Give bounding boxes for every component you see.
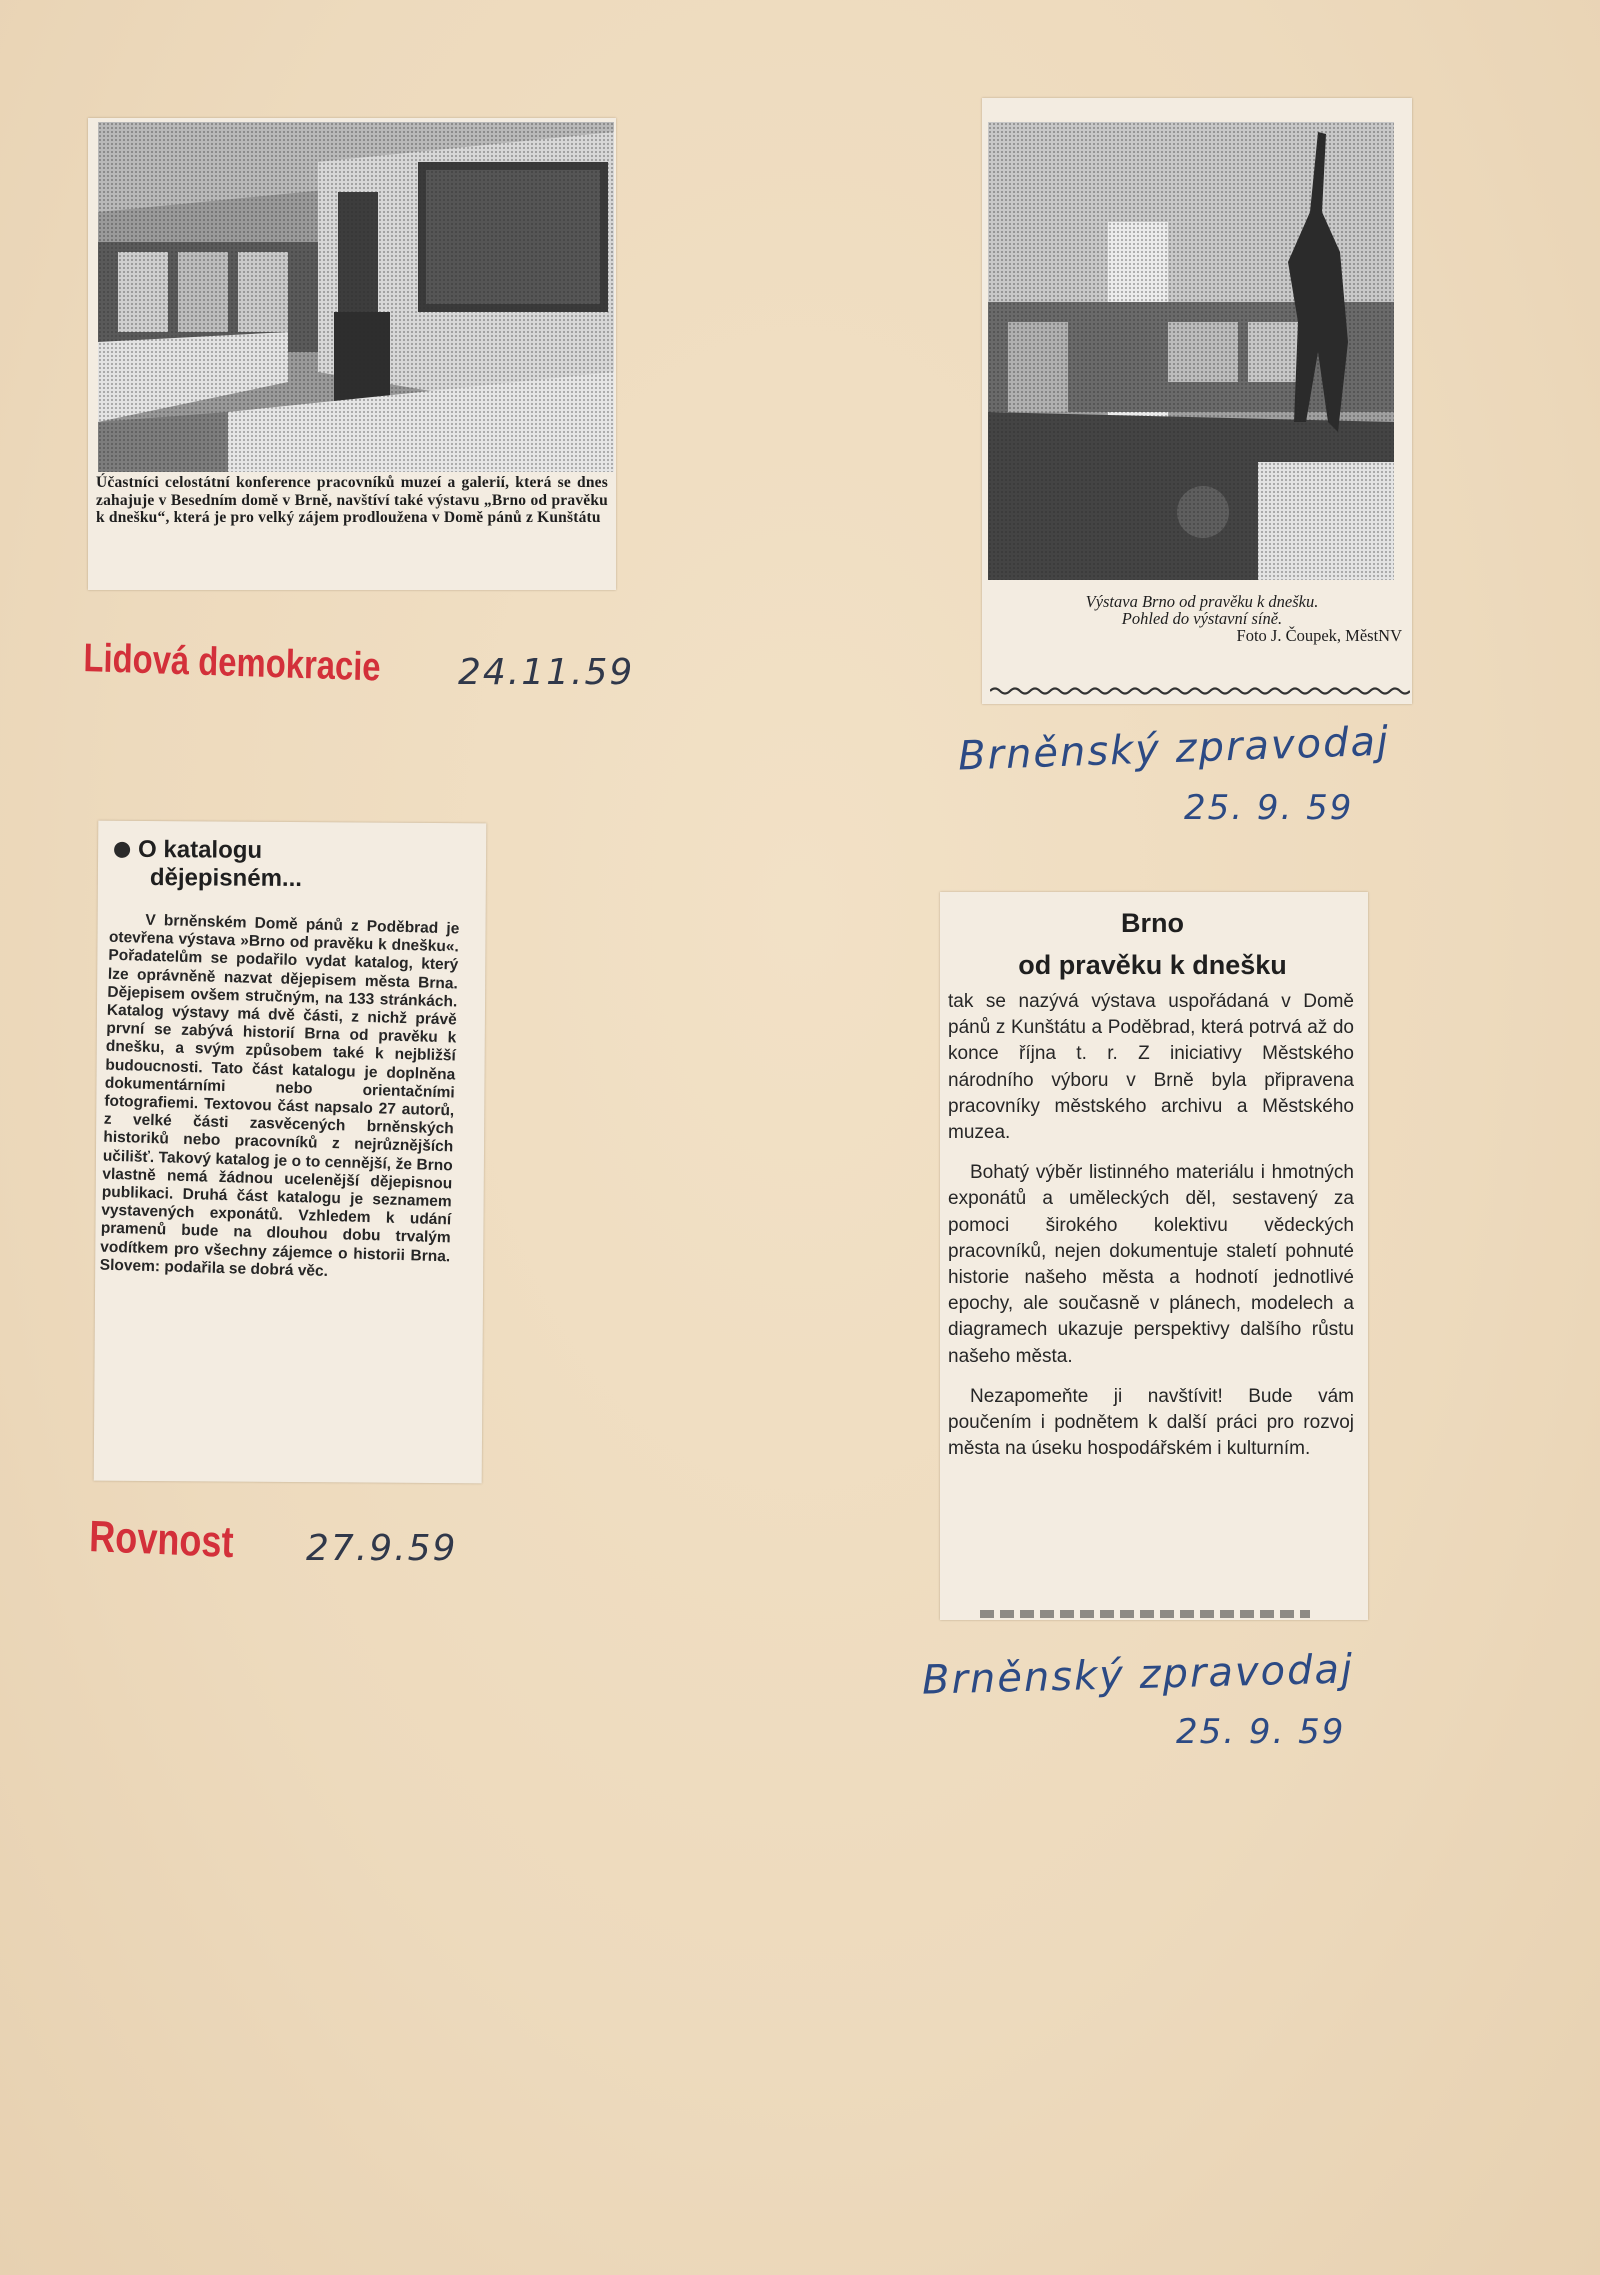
article-title [114,836,474,895]
article-body [948,989,1354,1476]
article-body: V brněnském Domě pánů z Poděbrad je otevřena výstava »Brno od pravěku k dnešku«. Pořadatelům se podařilo vydat katalog, který lze oprávněně nazvat dějepisem města Brna. Dějepisem ovšem stručným, na 133 stránkách. Katalog výstavy má dvě části, z nichž právě první se zabývá historií Brna od pravěku k dnešku, a svým způsobem také k nejbližší budoucnosti. Tato část katalogu je doplněna dokumentárními nebo orientačními fotografiemi. Textovou část napsalo 27 autorů, z velké části zasvěcených brněnských historiků nebo pracovníků z nejrůznějších učilišť. Takový katalog je o to cennější, že Brno vlastně nemá žádnou ucelenější dějepisnou publikaci. Druhá část katalogu je seznamem vystavených exponátů. Vzhledem k udání pramenů bude na dlouhou dobu trvalým vodítkem pro všechny zájemce o historii Brna. Slovem: podařila se dobrá věc. [99,911,460,1280]
handwritten-date: 25. 9. 59 [1176,1712,1346,1752]
article-title [940,902,1365,986]
handwritten-date: 27.9.59 [306,1528,458,1569]
handwritten-date: 24.11.59 [458,652,635,693]
handwritten-source-note: Brněnský zpravodaj [957,718,1391,780]
handwritten-source-note: Brněnský zpravodaj [921,1646,1355,1704]
article-paragraph: Nezapomeňte ji navštívit! Bude vám poučením i podnětem k další práci pro rozvoj města na úseku hospodářském i kulturním. [948,1385,1354,1460]
bullet-icon [114,842,130,858]
photo-caption: Účastníci celostátní konference pracovníků muzeí a galerií, která se dnes zahajuje v Besedním domě v Brně, navštíví také výstavu „Brno od pravěku k dnešku“, která je pro velký zájem prodloužena v Domě pánů z Kunštátu [96,474,608,526]
exhibition-statue-photo [988,122,1394,580]
cut-off-text-remnant [980,1610,1310,1618]
title-line-1: Brno [1121,908,1184,938]
title-line-2: dějepisném... [149,864,303,893]
newspaper-stamp-rovnost: Rovnost [88,1512,235,1568]
article-paragraph: tak se nazývá výstava uspořádaná v Domě pánů z Kunštátu a Poděbrad, která potrvá až do konce října t. r. Z iniciativy Městského národního výboru v Brně byla připravena pracovníky městského archivu a Městského muzea. [948,991,1354,1144]
handwritten-date: 25. 9. 59 [1184,788,1354,828]
newspaper-stamp-lidova-demokracie: Lidová demokracie [83,636,382,690]
clipping-exhibition-article [940,892,1368,1620]
clipping-statue-photo [982,98,1412,704]
wavy-cut-edge [990,686,1410,696]
caption-line-2: Pohled do výstavní síně. [1121,609,1283,628]
photo-credit: Foto J. Čoupek, MěstNV [1236,626,1402,645]
title-line-2: od pravěku k dnešku [1018,950,1287,980]
article-paragraph: Bohatý výběr listinného materiálu i hmotných exponátů a uměleckých děl, sestavený za pomoci širokého kolektivu vědeckých pracovníků, nejen dokumentuje staletí pohnuté historie našeho města a hodnotí jednotlivé epochy, ale současně v plánech, modelech a diagramech ukazuje perspektivy dalšího růstu našeho města. [948,1162,1354,1367]
photo-caption [982,593,1422,644]
title-line-1: O katalogu [138,835,263,864]
exhibition-hall-photo [98,122,614,472]
clipping-catalogue-article [94,821,487,1484]
caption-line-1: Výstava Brno od pravěku k dnešku. [1085,592,1319,611]
clipping-exhibition-hall-photo [88,118,616,590]
